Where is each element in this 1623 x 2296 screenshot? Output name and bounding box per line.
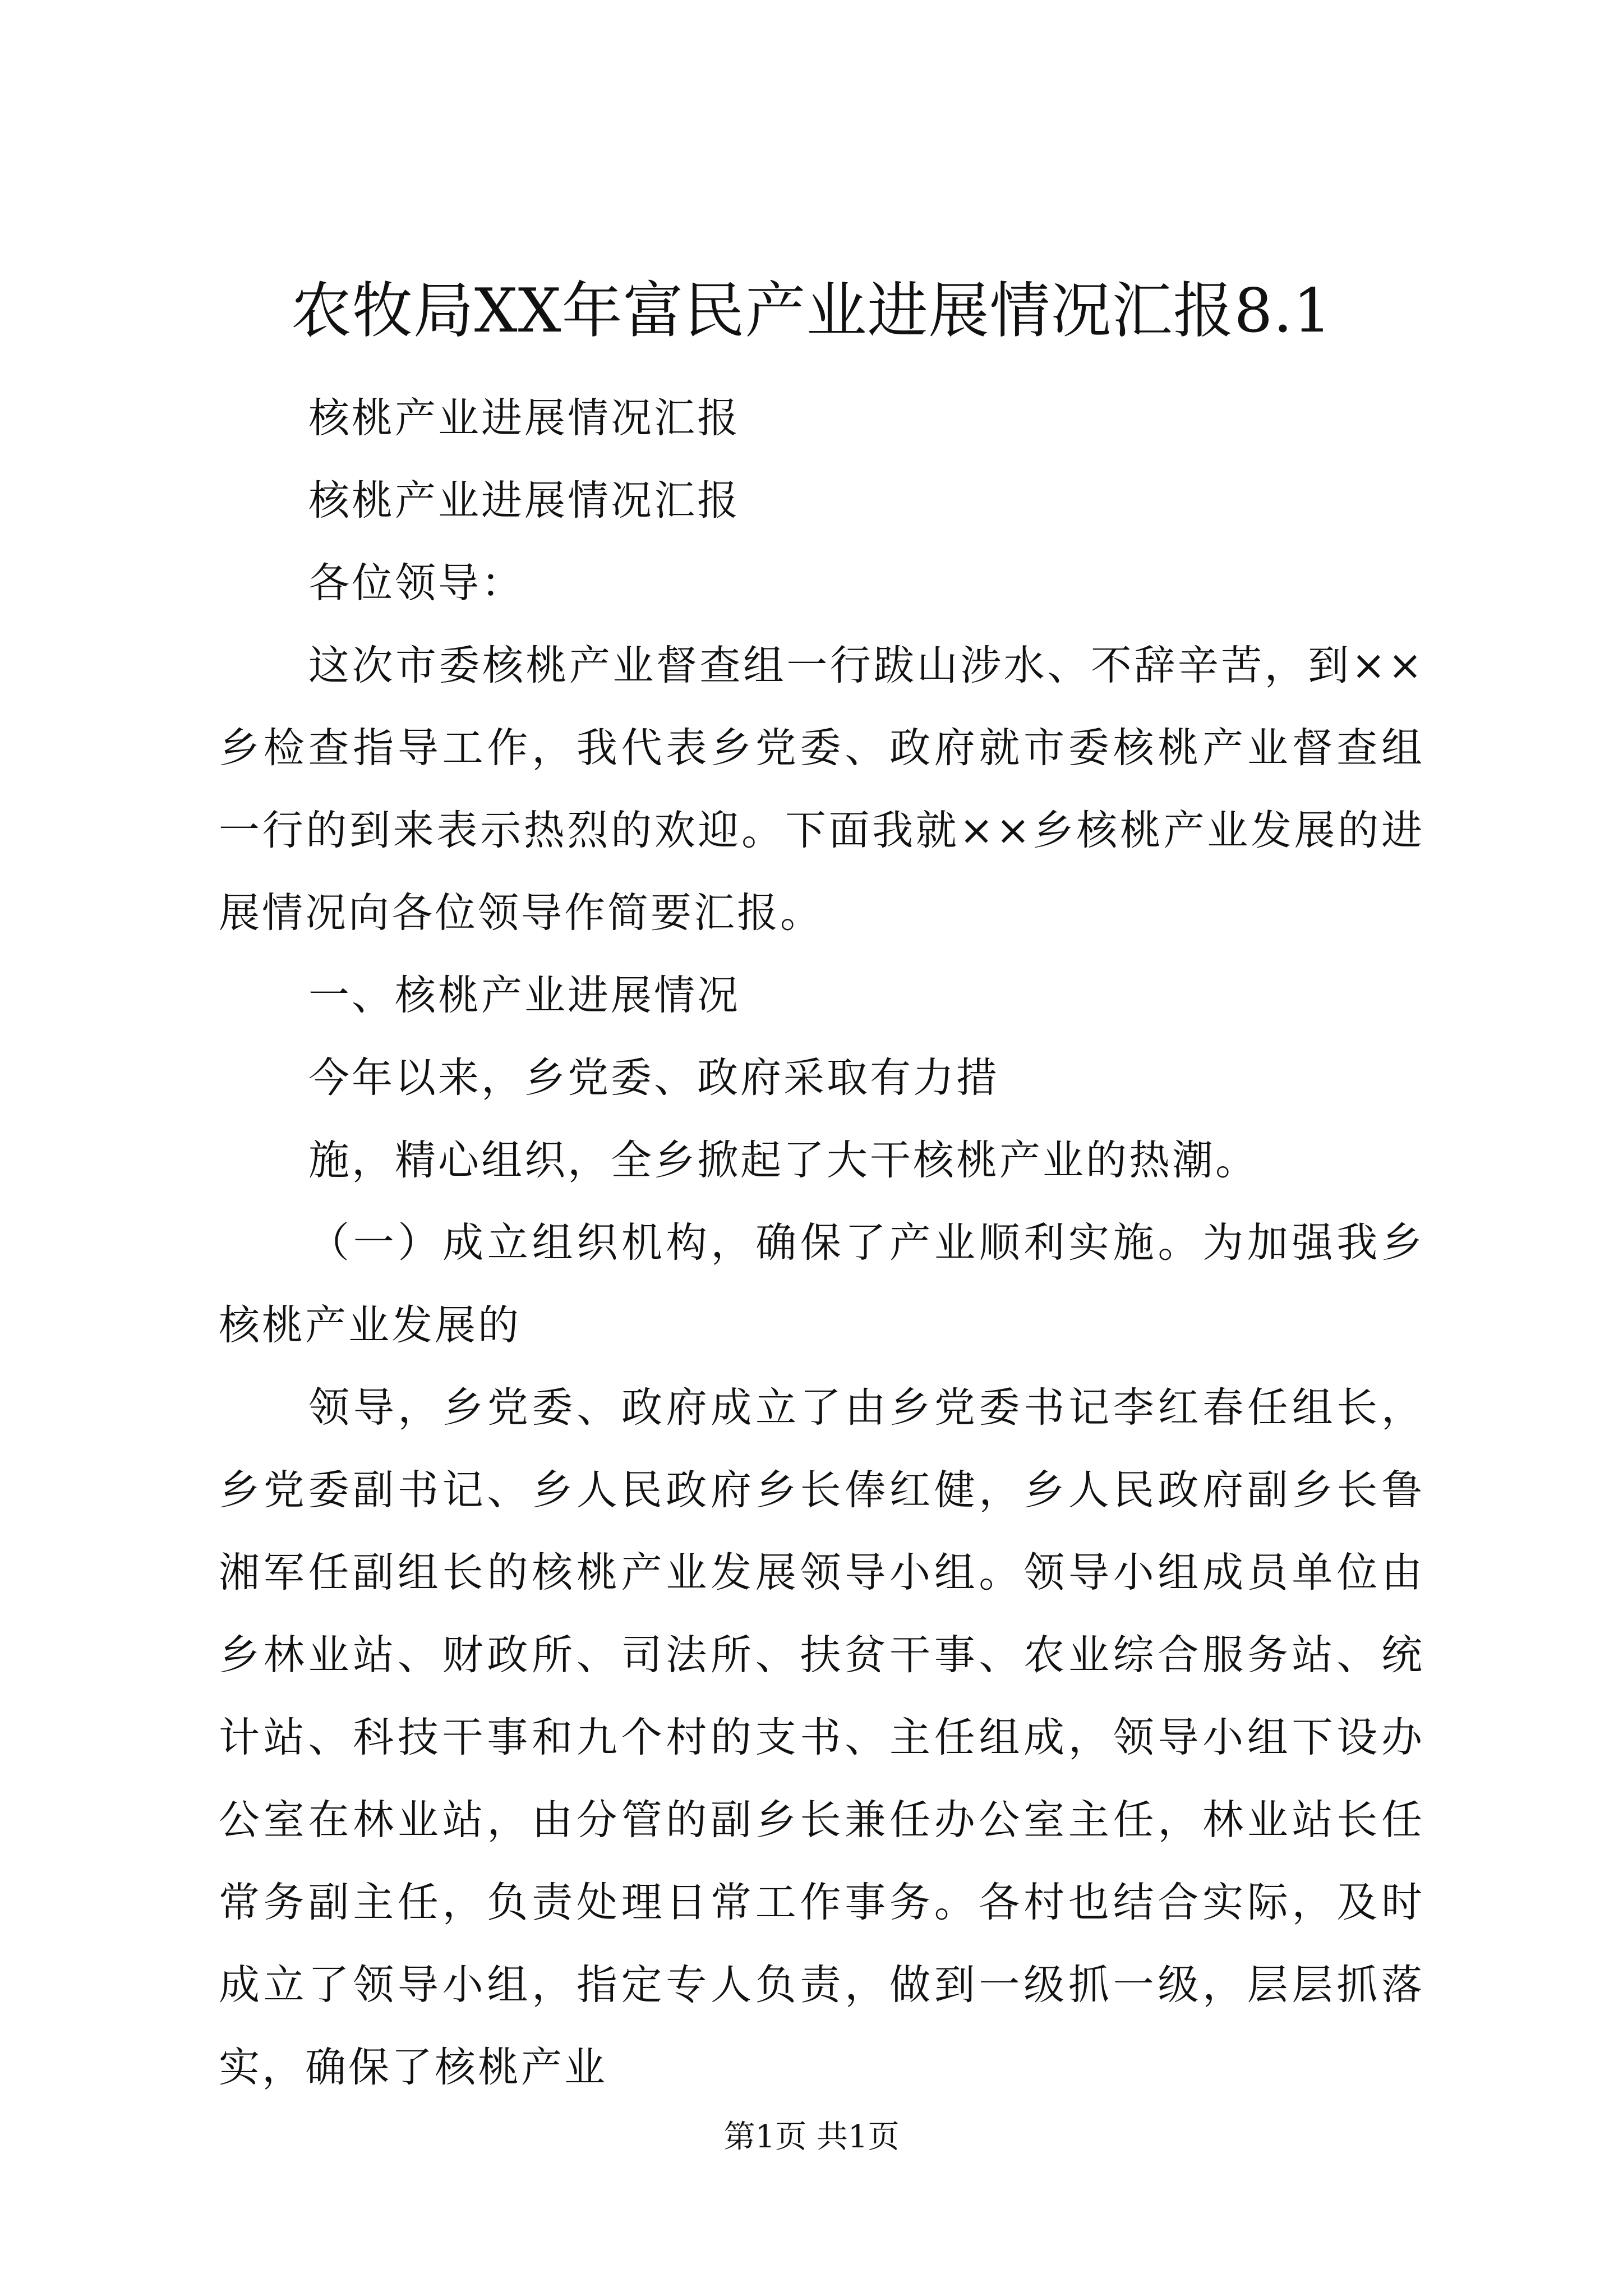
paragraph-subtitle-1: 核桃产业进展情况汇报 xyxy=(308,394,740,442)
paragraph-measures-2: 施，精心组织，全乡掀起了大干核桃产业的热潮。 xyxy=(308,1137,1258,1184)
document-title: 农牧局XX年富民产业进展情况汇报8.1 xyxy=(291,276,1332,346)
paragraph-intro: 这次市委核桃产业督查组一行跋山涉水、不辞辛苦，到××乡检查指导工作，我代表乡党委、政府就市委核桃产业督查组一行的到来表示热烈的欢迎。下面我就××乡核桃产业发展的进展情况向各位领导作简要汇报。 xyxy=(219,642,1424,937)
page-footer: 第1页 共1页 xyxy=(723,2119,900,2155)
paragraph-subtitle-2: 核桃产业进展情况汇报 xyxy=(308,477,740,524)
paragraph-measures-1: 今年以来，乡党委、政府采取有力措 xyxy=(308,1054,999,1102)
section-heading-1: 一、核桃产业进展情况 xyxy=(308,972,740,1019)
paragraph-salutation: 各位领导： xyxy=(308,559,524,607)
paragraph-organization-heading: （一）成立组织机构，确保了产业顺利实施。为加强我乡核桃产业发展的 xyxy=(219,1219,1424,1349)
paragraph-organization-body: 领导，乡党委、政府成立了由乡党委书记李红春任组长，乡党委副书记、乡人民政府乡长俸红健，乡人民政府副乡长鲁湘军任副组长的核桃产业发展领导小组。领导小组成员单位由乡林业站、财政所、司法所、扶贫干事、农业综合服务站、统计站、科技干事和九个村的支书、主任组成，领导小组下设办公室在林业站，由分管的副乡长兼任办公室主任，林业站长任常务副主任，负责处理日常工作事务。各村也结合实际，及时成立了领导小组，指定专人负责，做到一级抓一级，层层抓落实，确保了核桃产业 xyxy=(219,1384,1424,2091)
document-body xyxy=(219,377,1424,2109)
